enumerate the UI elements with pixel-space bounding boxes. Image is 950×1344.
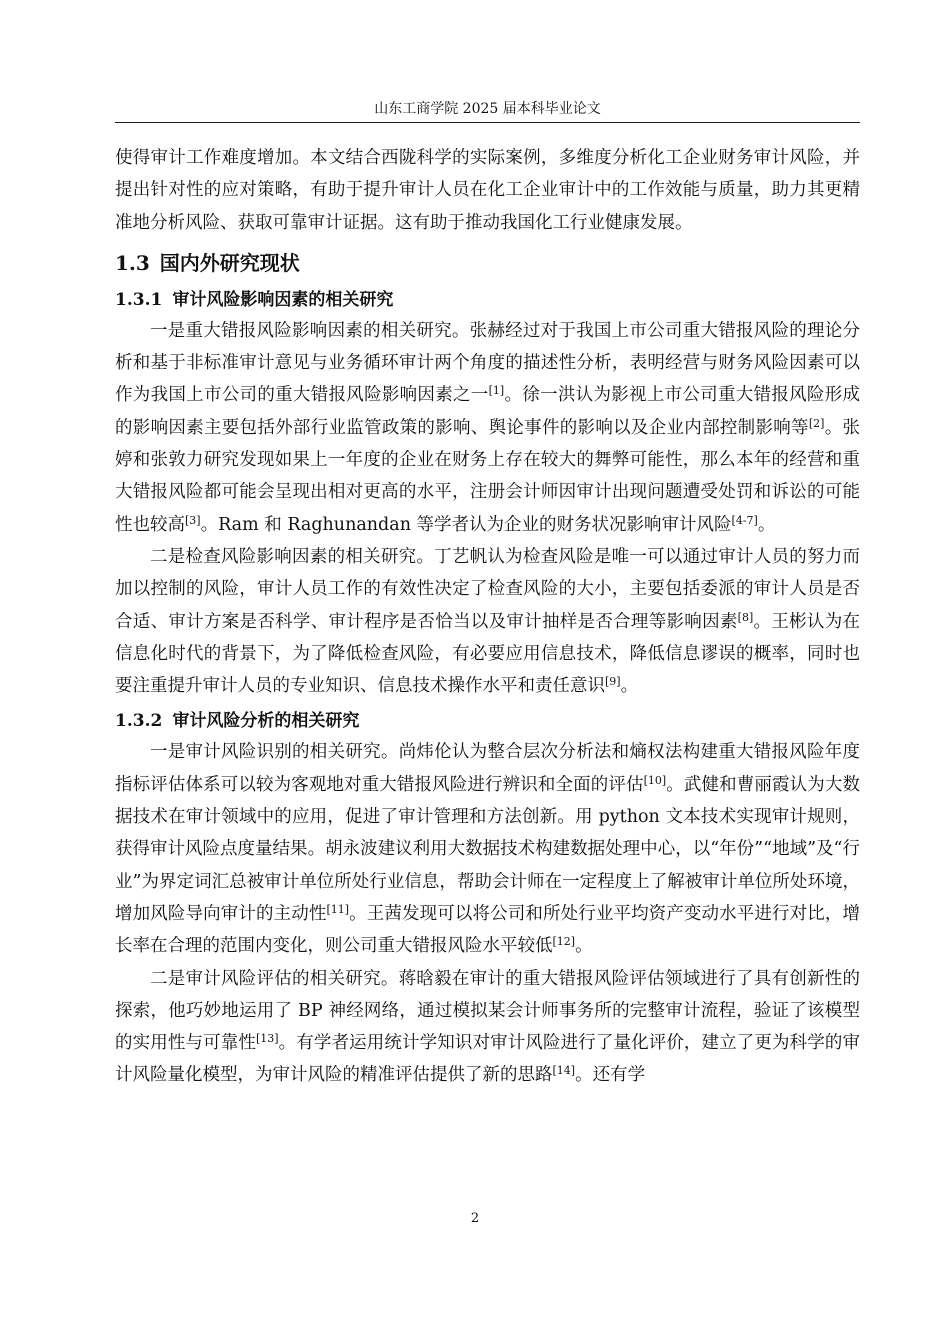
text-run: 二是检查风险影响因素的相关研究。丁艺帆认为检查风险是唯一可以通过审计人员的努力而加以控制的风险，审计人员工作的有效性决定了检查风险的大小，主要包括委派的审计人员是否合适、审计方案是否科学、审计程序是否恰当以及审计抽样是否合理等影响因素: [115, 546, 860, 632]
text-run: 。徐一洪认为影视上市公司重大错报风险形成的影响因素主要包括外部行业监管政策的影响、舆论事件的影响以及企业内部控制影响等: [115, 385, 861, 438]
text-run: 一是重大错报风险影响因素的相关研究。张赫经过对于我国上市公司重大错报风险的理论分析和基于非标准审计意见与业务循环审计两个角度的描述性分析，表明经营与财务风险因素可以作为我国上市公司的重大错报风险影响因素之一: [115, 320, 860, 406]
text-run: 二是审计风险评估的相关研究。蒋晗毅在审计的重大错报风险评估领域进行了具有创新性的探索，他巧妙地运用了 BP 神经网络，通过模拟某会计师事务所的完整审计流程，验证了该模型的实用性与可靠性: [115, 968, 860, 1054]
text-run: 。还有学: [575, 1065, 646, 1086]
paragraph-misstatement-risk: [115, 315, 860, 541]
citation: [12]: [552, 935, 576, 949]
section-heading: [115, 247, 860, 279]
running-header: 山东工商学院 2025 届本科毕业论文: [115, 100, 860, 123]
subsection-heading-1: [115, 285, 860, 315]
citation: [11]: [326, 902, 350, 916]
citation: [10]: [643, 773, 667, 787]
section-title: 国内外研究现状: [159, 250, 300, 275]
body-content: [115, 142, 860, 1092]
citation: [4-7]: [731, 513, 758, 527]
intro-paragraph: 使得审计工作难度增加。本文结合西陇科学的实际案例，多维度分析化工企业财务审计风险，并提出针对性的应对策略，有助于提升审计人员在化工企业审计中的工作效能与质量，助力其更精准地分析风险、获取可靠审计证据。这有助于推动我国化工行业健康发展。: [115, 148, 860, 233]
text-run: 。有学者运用统计学知识对审计风险进行了量化评价，建立了更为科学的审计风险量化模型，为审计风险的精准评估提供了新的思路: [115, 1033, 861, 1086]
text-run: 。Ram 和 Raghunandan 等学者认为企业的财务状况影响审计风险: [200, 514, 732, 535]
citation: [3]: [185, 513, 201, 527]
citation: [9]: [605, 675, 621, 689]
paragraph-risk-identification: [115, 736, 860, 962]
subsection-title: 审计风险影响因素的相关研究: [172, 289, 394, 310]
paragraph-detection-risk: [115, 541, 860, 702]
text-run: 。: [757, 514, 776, 535]
subsection-number: 1.3.1: [115, 289, 163, 310]
citation: [2]: [808, 416, 825, 430]
text-run: 。张婷和张敦力研究发现如果上一年度的企业在财务上存在较大的舞弊可能性，那么本年的经营和重大错报风险都可能会呈现出相对更高的水平，注册会计师因审计出现问题遭受处罚和诉讼的可能性也较高: [115, 417, 861, 535]
page-number: 2: [470, 1211, 480, 1226]
paragraph-risk-assessment: [115, 963, 860, 1092]
subsection-number: 1.3.2: [115, 711, 163, 732]
text-run: 。: [575, 936, 593, 957]
subsection-heading-2: [115, 706, 860, 736]
section-number: 1.3: [115, 250, 150, 275]
subsection-title: 审计风险分析的相关研究: [172, 711, 360, 732]
text-run: 。王茜发现可以将公司和所处行业平均资产变动水平进行对比，增长率在合理的范围内变化，则公司重大错报风险水平较低: [115, 903, 860, 957]
text-run: 。: [620, 676, 639, 697]
citation: [13]: [255, 1032, 279, 1046]
citation: [14]: [552, 1064, 576, 1078]
text-run: 。武健和曹丽霞认为大数据技术在审计领域中的应用，促进了审计管理和方法创新。用 python 文本技术实现审计规则，获得审计风险点度量结果。胡永波建议利用大数据技术构建数据处理中心，以“年份”“地域”及“行业”为界定词汇总被审计单位所处行业信息，帮助会计师在一定程度上了解被审计单位所处环境，增加风险导向审计的主动性: [115, 774, 861, 924]
citation: [1]: [488, 384, 505, 398]
text-run: 。王彬认为在信息化时代的背景下，为了降低检查风险，有必要应用信息技术，降低信息谬误的概率，同时也要注重提升审计人员的专业知识、信息技术操作水平和责任意识: [115, 611, 861, 697]
text-run: 一是审计风险识别的相关研究。尚炜伦认为整合层次分析法和熵权法构建重大错报风险年度指标评估体系可以较为客观地对重大错报风险进行辨识和全面的评估: [115, 742, 860, 795]
citation: [8]: [737, 610, 754, 624]
